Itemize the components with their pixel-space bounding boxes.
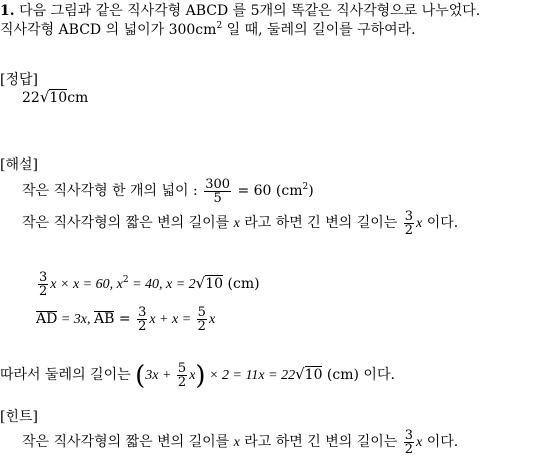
- hint-var: x: [233, 435, 240, 450]
- hint-line: [22, 427, 458, 458]
- conclusion-line: [0, 358, 395, 392]
- hint-post: 이다.: [422, 434, 459, 450]
- concl-radicand: 10: [304, 367, 323, 383]
- equation-line-2: [36, 304, 215, 335]
- concl-post: (cm) 이다.: [322, 367, 395, 383]
- expl-l1-fraction: [204, 178, 231, 205]
- expl-l2-var: x: [233, 216, 240, 231]
- eq2-part-a: = 3x,: [57, 312, 95, 327]
- problem-number: 1.: [0, 3, 15, 19]
- hint-pre: 작은 직사각형의 짧은 변의 길이를: [22, 434, 234, 450]
- hint-label: [힌트]: [0, 409, 38, 425]
- expl-l2-mid: 라고 하면 긴 변의 길이는: [239, 215, 402, 231]
- problem-text-1: 다음 그림과 같은 직사각형 ABCD 를 5개의 똑같은 직사각형으로 나누었다.: [19, 3, 481, 19]
- explanation-line-1: [22, 176, 314, 206]
- eq2-num2: 5: [197, 304, 206, 320]
- hint-var2: x: [416, 435, 423, 450]
- eq2-den2: 2: [197, 318, 206, 334]
- eq2-part-c: x + x =: [149, 312, 195, 327]
- eq1-part-a: x × x = 60, x: [50, 277, 123, 292]
- eq1-num: 3: [39, 269, 48, 285]
- expl-l2-post: 이다.: [422, 215, 459, 231]
- answer-radicand: 10: [49, 90, 68, 106]
- answer-sqrt: [40, 89, 67, 107]
- eq1-unit: (cm): [223, 276, 260, 292]
- expl-l1-num: 300: [205, 176, 231, 192]
- sqrt-sign-icon: √: [39, 88, 50, 106]
- answer-value: [22, 89, 88, 107]
- concl-mid: × 2 = 11x = 22: [205, 368, 296, 383]
- concl-pre: 따라서 둘레의 길이는: [0, 367, 136, 383]
- expl-l1-sup: 2: [302, 182, 309, 192]
- segment-ad: AD: [36, 311, 58, 327]
- eq1-sup: 2: [122, 275, 129, 285]
- sqrt-sign-icon: √: [295, 365, 305, 383]
- eq1-sqrt: [196, 268, 223, 299]
- hint-fraction: [404, 429, 414, 456]
- answer-coef: 22: [22, 90, 40, 106]
- hint-num: 3: [404, 427, 414, 443]
- answer-unit: cm: [67, 90, 89, 106]
- right-paren: ): [195, 361, 206, 391]
- hint-den: 2: [404, 441, 414, 457]
- eq2-den1: 2: [138, 318, 147, 334]
- eq1-radicand: 10: [205, 276, 224, 292]
- concl-den: 2: [177, 374, 187, 390]
- equation-line-1: [36, 268, 260, 300]
- expl-l1-close: ): [308, 183, 314, 199]
- eq2-fraction-2: [197, 306, 207, 333]
- problem-text-2a: 직사각형 ABCD 의 넓이가 300cm: [0, 22, 217, 38]
- concl-fraction: [177, 362, 187, 389]
- problem-line-1: [0, 3, 480, 20]
- eq2-num1: 3: [138, 304, 147, 320]
- concl-in1: 3x +: [145, 368, 175, 383]
- problem-text-2b: 일 때, 둘레의 길이를 구하여라.: [222, 22, 416, 38]
- concl-num: 5: [177, 360, 187, 376]
- expl-l1-result: = 60 (cm: [233, 183, 303, 199]
- problem-text-2-sup: 2: [216, 21, 223, 31]
- expl-l1-den: 5: [213, 190, 222, 206]
- expl-l2-fraction: [404, 210, 414, 237]
- expl-l2-var2: x: [416, 216, 423, 231]
- expl-l2-num: 3: [404, 208, 414, 224]
- expl-l2-pre: 작은 직사각형의 짧은 변의 길이를: [22, 215, 234, 231]
- concl-sqrt: [295, 358, 322, 391]
- answer-label: [정답]: [0, 72, 38, 88]
- eq1-fraction: [38, 271, 48, 298]
- explanation-line-2: [22, 208, 458, 239]
- sqrt-sign-icon: √: [195, 274, 206, 292]
- expl-l2-den: 2: [404, 222, 414, 238]
- eq2-part-d: x: [208, 312, 216, 327]
- eq2-fraction-1: [137, 306, 147, 333]
- eq2-part-b: =: [114, 311, 136, 327]
- eq1-part-b: = 40, x = 2: [128, 277, 196, 292]
- eq1-den: 2: [39, 283, 48, 299]
- hint-mid: 라고 하면 긴 변의 길이는: [239, 434, 402, 450]
- problem-line-2: [0, 22, 416, 39]
- segment-ab: AB: [94, 311, 115, 327]
- expl-l1-text: 작은 직사각형 한 개의 넓이 :: [22, 183, 203, 199]
- explanation-label: [해설]: [0, 157, 38, 173]
- concl-in2: x: [189, 368, 196, 383]
- left-paren: (: [135, 361, 146, 391]
